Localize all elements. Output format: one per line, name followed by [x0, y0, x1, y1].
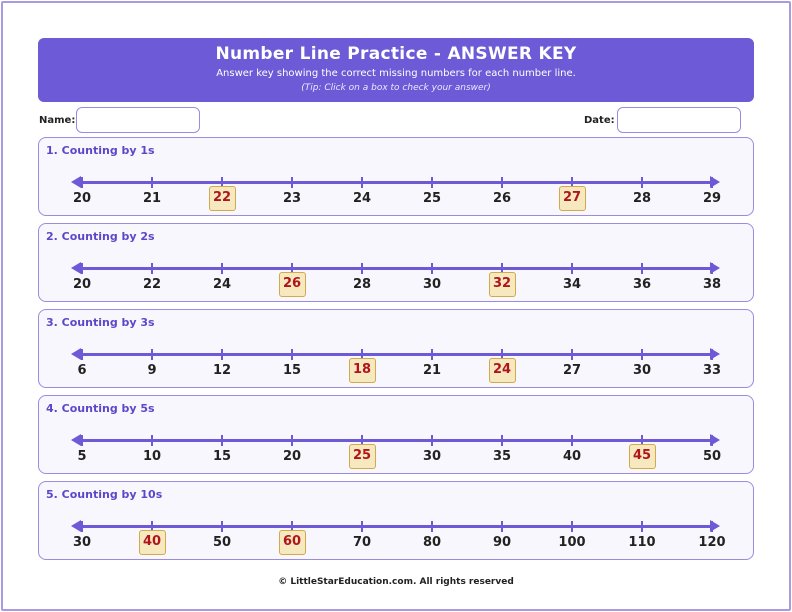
tick-mark	[431, 435, 433, 446]
answer-box[interactable]: 27	[559, 186, 586, 211]
tick-mark	[291, 177, 293, 188]
number-line-section	[38, 223, 754, 302]
tick-mark	[221, 435, 223, 446]
tick-mark	[151, 349, 153, 360]
tick-mark	[641, 349, 643, 360]
answer-box[interactable]: 18	[349, 358, 376, 383]
number-label: 36	[632, 277, 652, 292]
number-label: 10	[142, 449, 162, 464]
number-label: 34	[562, 277, 582, 292]
answer-box[interactable]: 26	[279, 272, 306, 297]
tick-mark	[641, 177, 643, 188]
number-line	[79, 181, 715, 184]
tick-mark	[571, 263, 573, 274]
number-line	[79, 267, 715, 270]
arrow-left-icon	[71, 176, 81, 188]
number-label: 110	[628, 535, 656, 550]
number-line	[79, 439, 715, 442]
number-label: 30	[422, 277, 442, 292]
tick-mark	[151, 263, 153, 274]
header-banner	[38, 38, 754, 102]
tick-mark	[431, 263, 433, 274]
name-field[interactable]	[76, 107, 200, 133]
section-title: 4. Counting by 5s	[46, 402, 155, 415]
tick-mark	[501, 521, 503, 532]
number-label: 22	[142, 277, 162, 292]
number-label: 27	[562, 363, 582, 378]
number-line-section	[38, 395, 754, 474]
number-label: 30	[632, 363, 652, 378]
number-label: 120	[698, 535, 726, 550]
tick-mark	[151, 435, 153, 446]
number-label: 28	[352, 277, 372, 292]
footer-copyright: © LittleStarEducation.com. All rights reserved	[278, 577, 514, 587]
tick-mark	[571, 521, 573, 532]
number-label: 90	[492, 535, 512, 550]
tick-mark	[151, 177, 153, 188]
number-line-section	[38, 309, 754, 388]
tick-mark	[361, 263, 363, 274]
tick-mark	[431, 349, 433, 360]
tip-text: (Tip: Click on a box to check your answer)	[301, 83, 491, 93]
number-label: 50	[702, 449, 722, 464]
page-subtitle: Answer key showing the correct missing numbers for each number line.	[216, 68, 576, 79]
number-label: 38	[702, 277, 722, 292]
tick-mark	[571, 435, 573, 446]
arrow-left-icon	[71, 348, 81, 360]
number-label: 30	[422, 449, 442, 464]
section-title: 3. Counting by 3s	[46, 316, 155, 329]
date-label: Date:	[584, 115, 615, 126]
arrow-left-icon	[71, 262, 81, 274]
number-line-section	[38, 481, 754, 560]
answer-box[interactable]: 22	[209, 186, 236, 211]
number-label: 100	[558, 535, 586, 550]
tick-mark	[501, 177, 503, 188]
tick-mark	[361, 177, 363, 188]
tick-mark	[291, 435, 293, 446]
answer-box[interactable]: 60	[279, 530, 306, 555]
number-label: 40	[562, 449, 582, 464]
number-label: 21	[142, 191, 162, 206]
date-field[interactable]	[617, 107, 741, 133]
section-title: 2. Counting by 2s	[46, 230, 155, 243]
number-label: 24	[352, 191, 372, 206]
number-label: 15	[212, 449, 232, 464]
tick-mark	[641, 263, 643, 274]
answer-box[interactable]: 24	[489, 358, 516, 383]
number-label: 80	[422, 535, 442, 550]
number-label: 5	[77, 449, 87, 464]
number-label: 70	[352, 535, 372, 550]
tick-mark	[711, 263, 713, 274]
section-title: 1. Counting by 1s	[46, 144, 155, 157]
tick-mark	[221, 349, 223, 360]
tick-mark	[711, 435, 713, 446]
answer-box[interactable]: 45	[629, 444, 656, 469]
tick-mark	[711, 349, 713, 360]
number-label: 20	[72, 191, 92, 206]
name-label: Name:	[39, 115, 76, 126]
number-label: 20	[72, 277, 92, 292]
tick-mark	[221, 521, 223, 532]
section-title: 5. Counting by 10s	[46, 488, 163, 501]
number-label: 6	[77, 363, 87, 378]
number-label: 33	[702, 363, 722, 378]
tick-mark	[431, 521, 433, 532]
number-label: 12	[212, 363, 232, 378]
tick-mark	[291, 349, 293, 360]
number-label: 15	[282, 363, 302, 378]
tick-mark	[361, 521, 363, 532]
tick-mark	[81, 521, 83, 532]
tick-mark	[711, 177, 713, 188]
tick-mark	[571, 349, 573, 360]
number-label: 21	[422, 363, 442, 378]
number-label: 23	[282, 191, 302, 206]
number-label: 28	[632, 191, 652, 206]
answer-box[interactable]: 32	[489, 272, 516, 297]
tick-mark	[641, 521, 643, 532]
tick-mark	[81, 177, 83, 188]
number-label: 25	[422, 191, 442, 206]
tick-mark	[81, 263, 83, 274]
number-label: 9	[147, 363, 157, 378]
number-label: 35	[492, 449, 512, 464]
number-line	[79, 525, 715, 528]
tick-mark	[711, 521, 713, 532]
number-label: 24	[212, 277, 232, 292]
arrow-left-icon	[71, 520, 81, 532]
tick-mark	[221, 263, 223, 274]
answer-box[interactable]: 40	[139, 530, 166, 555]
tick-mark	[501, 435, 503, 446]
number-label: 50	[212, 535, 232, 550]
number-line-section	[38, 137, 754, 216]
number-line	[79, 353, 715, 356]
number-label: 30	[72, 535, 92, 550]
arrow-left-icon	[71, 434, 81, 446]
number-label: 29	[702, 191, 722, 206]
answer-box[interactable]: 25	[349, 444, 376, 469]
tick-mark	[431, 177, 433, 188]
page-title: Number Line Practice - ANSWER KEY	[215, 44, 577, 64]
tick-mark	[81, 349, 83, 360]
tick-mark	[81, 435, 83, 446]
number-label: 26	[492, 191, 512, 206]
number-label: 20	[282, 449, 302, 464]
